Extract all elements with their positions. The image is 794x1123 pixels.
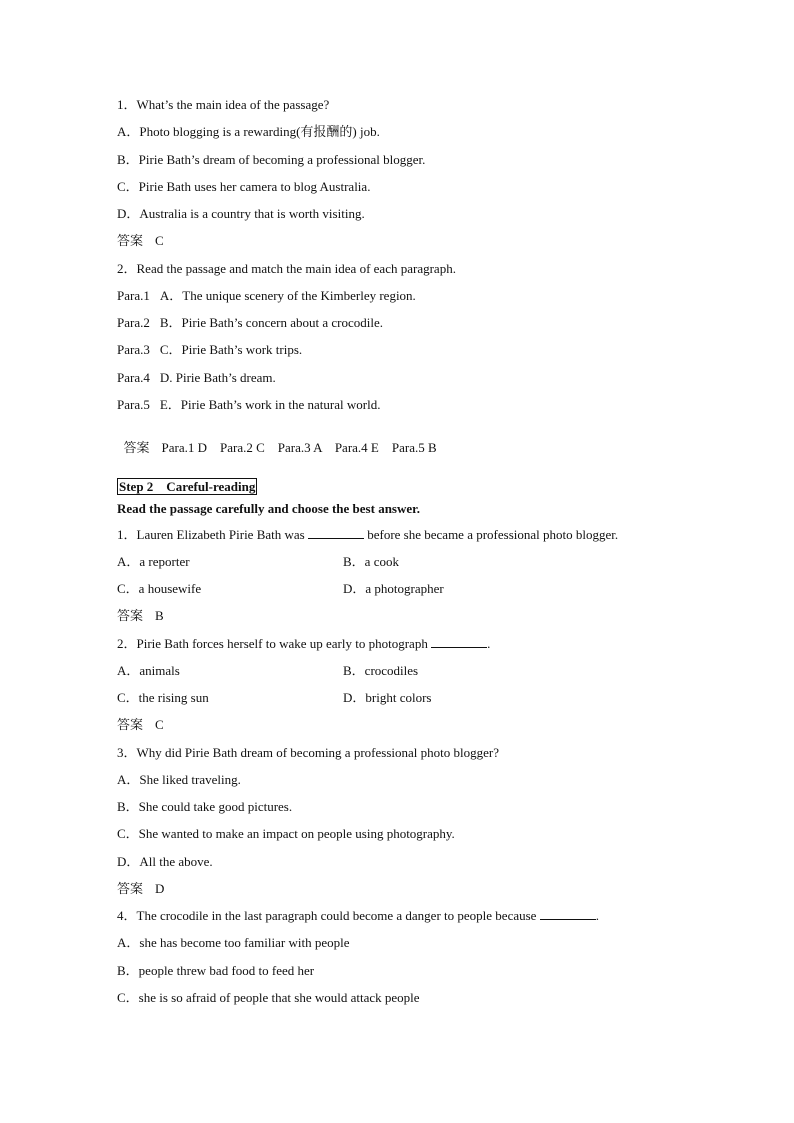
answer-value: C [155,233,164,248]
stem-text: 4．The crocodile in the last paragraph could become a danger to people because [117,908,537,923]
careful-question-3-stem: 3．Why did Pirie Bath dream of becoming a professional photo blogger? [117,745,499,760]
para-main-idea: A．The unique scenery of the Kimberley region. [159,288,416,303]
answer-value: Para.1 D Para.2 C Para.3 A Para.4 E Para.5 B [161,440,437,455]
question-2-stem: 2．Read the passage and match the main idea of each paragraph. [117,261,456,276]
careful-question-1-option-a: A．a reporter [117,554,190,569]
careful-question-3-option-d: D．All the above. [117,854,213,869]
fill-in-blank [540,908,596,920]
step-2-heading-wrap [117,479,257,495]
stem-text: . [595,908,599,923]
careful-question-2-option-c: C．the rising sun [117,690,209,705]
careful-question-4-option-b: B．people threw bad food to feed her [117,963,315,978]
question-1-option-d: D．Australia is a country that is worth visiting. [117,206,365,221]
careful-question-4-stem [117,908,599,924]
step-2-heading: Step 2 Careful-reading [119,479,256,494]
match-row-para-2 [117,315,383,331]
answer-label: 答案 [123,440,150,455]
para-main-idea: D. Pirie Bath’s dream. [159,370,276,385]
question-1-option-c: C．Pirie Bath uses her camera to blog Australia. [117,179,371,194]
careful-question-2-option-d: D．bright colors [343,690,432,705]
careful-question-1-answer [117,608,164,624]
para-label: Para.4 [117,370,150,385]
para-main-idea: C．Pirie Bath’s work trips. [159,342,303,357]
careful-question-2-option-a: A．animals [117,663,180,678]
stem-text: 2．Pirie Bath forces herself to wake up early to photograph [117,636,428,651]
stem-text: . [487,636,491,651]
question-1-stem: 1．What’s the main idea of the passage? [117,97,330,112]
question-1-option-a: A．Photo blogging is a rewarding(有报酬的) job. [117,124,380,139]
careful-question-1-stem [117,527,618,543]
careful-question-3-answer [117,881,164,897]
answer-label: 答案 [117,881,144,896]
step-2-instruction: Read the passage carefully and choose the best answer. [117,501,420,516]
para-label: Para.1 [117,288,150,303]
match-row-para-1 [117,288,416,304]
answer-value: C [155,717,164,732]
para-label: Para.5 [117,397,150,412]
careful-question-1-option-b: B．a cook [343,554,399,569]
careful-question-4-option-c: C．she is so afraid of people that she would attack people [117,990,420,1005]
para-label: Para.2 [117,315,150,330]
para-main-idea: E．Pirie Bath’s work in the natural world. [159,397,381,412]
answer-label: 答案 [117,233,144,248]
answer-value: D [155,881,165,896]
match-row-para-4 [117,370,276,386]
answer-label: 答案 [117,717,144,732]
careful-question-2-stem [117,636,490,652]
stem-text: before she became a professional photo blogger. [367,527,619,542]
careful-question-2-answer [117,717,164,733]
question-2-answer [117,424,437,456]
question-1-answer [117,233,164,249]
careful-question-4-option-a: A．she has become too familiar with people [117,935,350,950]
question-1-option-b: B．Pirie Bath’s dream of becoming a professional blogger. [117,152,426,167]
match-row-para-3 [117,342,302,358]
careful-question-3-option-a: A．She liked traveling. [117,772,241,787]
fill-in-blank [308,527,364,539]
match-row-para-5 [117,397,380,413]
fill-in-blank [431,636,487,648]
careful-question-2-option-b: B．crocodiles [343,663,419,678]
careful-question-3-option-b: B．She could take good pictures. [117,799,293,814]
careful-question-3-option-c: C．She wanted to make an impact on people using photography. [117,826,455,841]
answer-value: B [155,608,164,623]
careful-question-1-option-c: C．a housewife [117,581,202,596]
para-main-idea: B．Pirie Bath’s concern about a crocodile. [159,315,383,330]
careful-question-1-option-d: D．a photographer [343,581,444,596]
stem-text: 1．Lauren Elizabeth Pirie Bath was [117,527,305,542]
answer-label: 答案 [117,608,144,623]
para-label: Para.3 [117,342,150,357]
